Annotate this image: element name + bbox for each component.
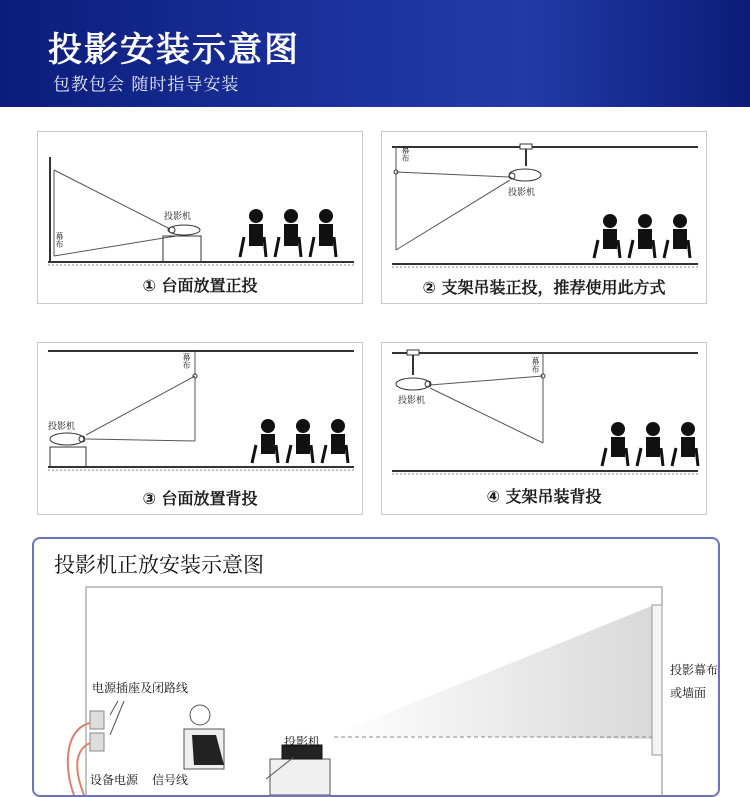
detail-section — [32, 537, 720, 797]
panel-caption: ① 台面放置正投 — [142, 276, 258, 295]
panel-caption: ② 支架吊装正投，推荐使用此方式 — [422, 278, 666, 297]
signal-label: 信号线 — [152, 773, 189, 787]
power-label: 设备电源 — [90, 773, 139, 787]
page-subtitle: 包教包会 随时指导安装 — [53, 75, 240, 95]
page-title: 投影安装示意图 — [48, 30, 300, 70]
projector-label: 投影机 — [398, 396, 426, 406]
screen-label: 幕布 — [182, 353, 191, 369]
screen-label: 幕布 — [55, 232, 64, 248]
audience-group — [240, 209, 336, 257]
panel-table-rear — [37, 342, 363, 515]
panel-caption: ③ 台面放置背投 — [142, 489, 258, 508]
panel-caption: ④ 支架吊装背投 — [486, 487, 602, 506]
screen-label: 幕布 — [531, 357, 540, 373]
audience-group — [252, 419, 348, 463]
panel-ceiling-front — [381, 131, 707, 304]
projector-label: 投影机 — [48, 422, 76, 432]
section-title: 投影机正放安装示意图 — [54, 553, 264, 577]
audience-group — [594, 214, 690, 258]
projector-label: 投影机 — [508, 188, 536, 198]
header-banner — [0, 0, 750, 107]
projector-label: 投影机 — [284, 735, 321, 749]
projector-label: 投影机 — [164, 212, 192, 222]
screen-label: 幕布 — [401, 146, 410, 162]
panel-ceiling-rear — [381, 342, 707, 515]
audience-group — [602, 422, 698, 466]
screen-label-line2: 或墙面 — [670, 686, 707, 700]
screen-label-line1: 投影幕布 — [670, 663, 719, 677]
outlet-label: 电源插座及闭路线 — [92, 681, 189, 695]
panel-table-front — [37, 131, 363, 304]
room-diagram — [34, 539, 718, 795]
